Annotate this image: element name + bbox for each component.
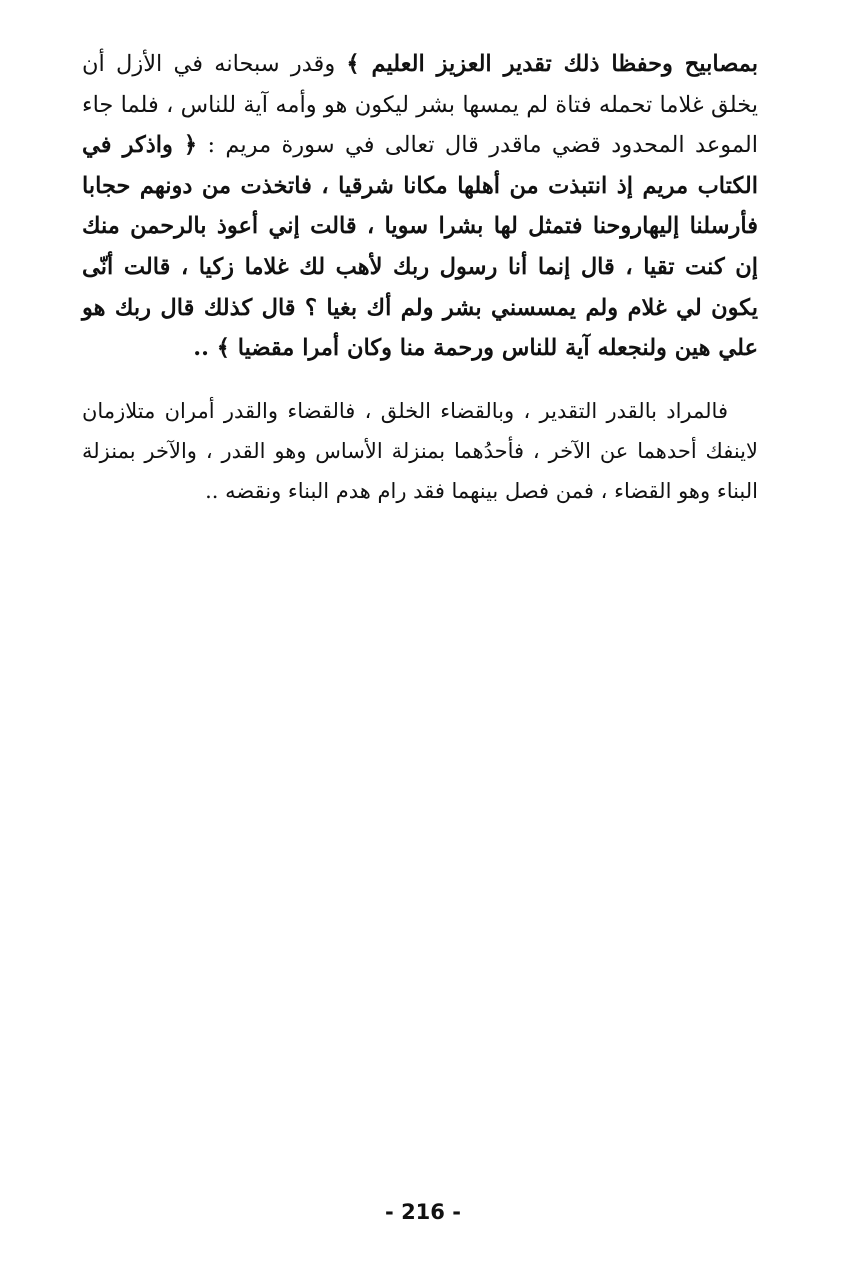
- page-body: [82, 44, 758, 511]
- page-number: - 216 -: [385, 1200, 461, 1224]
- explanation-text: فالمراد بالقدر التقدير ، وبالقضاء الخلق ، فالقضاء والقدر أمران متلازمان لاينفك أحدهما عن الآخر ، فأحدُهما بمنزلة الأساس وهو القدر ، والآخر بمنزلة البناء وهو القضاء ، فمن فصل بينهما فقد رام هدم البناء ونقضه ..: [82, 398, 758, 503]
- surah-maryam-quote: ﴿ واذكر في الكتاب مريم إذ انتبذت من أهلها مكانا شرقيا ، فاتخذت من دونهم حجابا فأرسلنا إليهاروحنا فتمثل لها بشرا سويا ، قالت إني أعوذ بالرحمن منك إن كنت تقيا ، قال إنما أنا رسول ربك لأهب لك غلاما زكيا ، قالت أنّى يكون لي غلام ولم يمسسني بشر ولم أك بغيا ؟ قال كذلك قال ربك هو علي هين ولنجعله آية للناس ورحمة منا وكان أمرا مقضيا ﴾ ..: [82, 132, 758, 362]
- quran-paragraph: [82, 44, 758, 369]
- commentary-text: وقدر سبحانه في الأزل أن يخلق غلاما تحمله فتاة لم يمسها بشر ليكون هو وأمه آية للناس ، فلما جاء الموعد المحدود قضي ماقدر قال تعالى في سورة مريم :: [82, 51, 758, 159]
- verse-ending-text: بمصابيح وحفظا ذلك تقدير العزيز العليم ﴾: [346, 51, 759, 77]
- explanation-paragraph: [82, 391, 758, 511]
